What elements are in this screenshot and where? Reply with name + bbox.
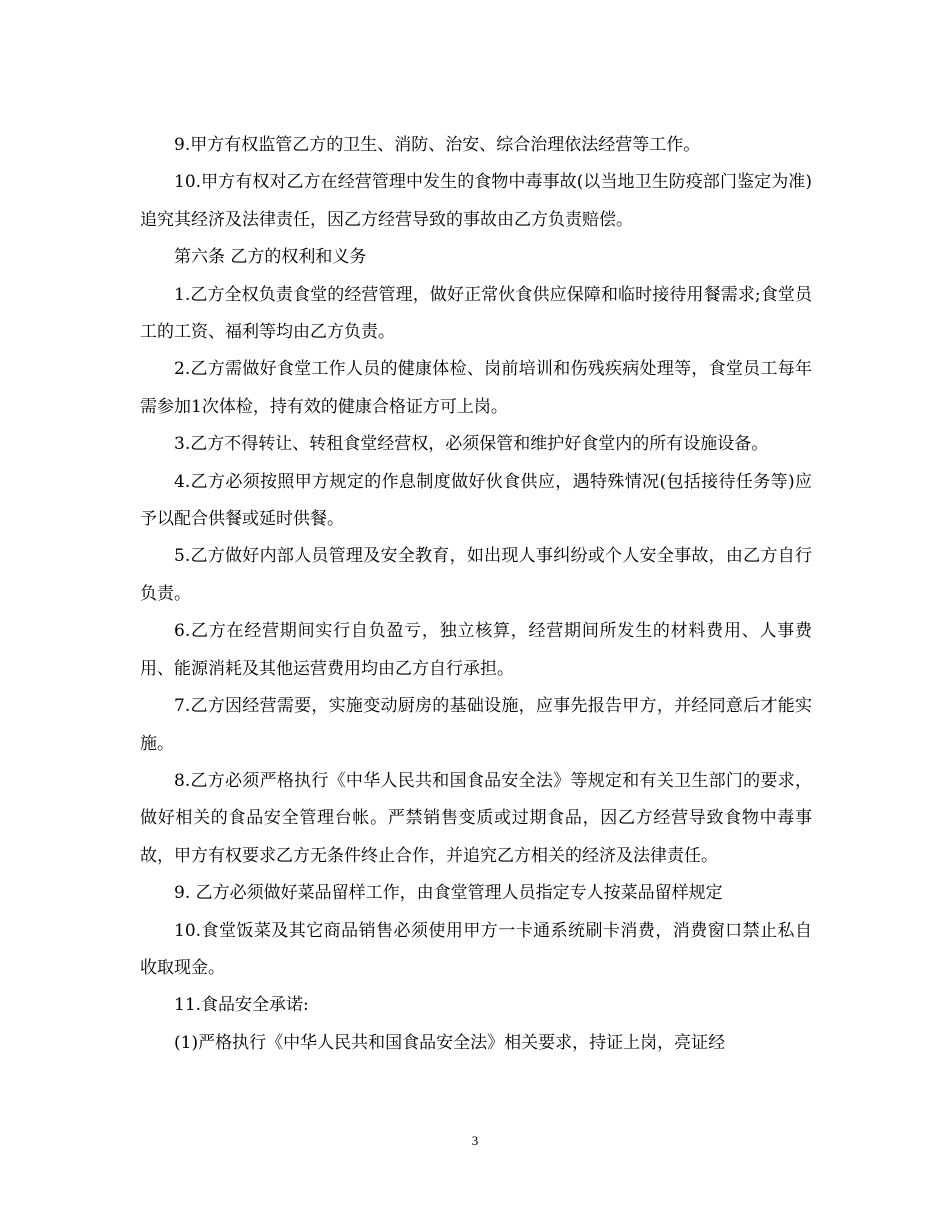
paragraph: 10.甲方有权对乙方在经营管理中发生的食物中毒事故(以当地卫生防疫部门鉴定为准)追究其经济及法律责任，因乙方经营导致的事故由乙方负责赔偿。 xyxy=(140,172,812,230)
page-number: 3 xyxy=(471,1133,479,1148)
paragraph: 6.乙方在经营期间实行自负盈亏，独立核算，经营期间所发生的材料费用、人事费用、能源消耗及其他运营费用均由乙方自行承担。 xyxy=(140,621,812,679)
paragraph: (1)严格执行《中华人民共和国食品安全法》相关要求，持证上岗，亮证经 xyxy=(174,1032,726,1053)
section-heading: 第六条 乙方的权利和义务 xyxy=(174,247,367,268)
paragraph: 1.乙方全权负责食堂的经营管理，做好正常伙食供应保障和临时接待用餐需求;食堂员工的工资、福利等均由乙方负责。 xyxy=(140,284,812,343)
paragraph: 8.乙方必须严格执行《中华人民共和国食品安全法》等规定和有关卫生部门的要求，做好相关的食品安全管理台帐。严禁销售变质或过期食品，因乙方经营导致食物中毒事故，甲方有权要求乙方无条件终止合作，并追究乙方相关的经济及法律责任。 xyxy=(140,770,812,866)
document-body xyxy=(140,127,812,1062)
paragraph: 10.食堂饭菜及其它商品销售必须使用甲方一卡通系统刷卡消费，消费窗口禁止私自收取现金。 xyxy=(140,920,812,978)
paragraph: 5.乙方做好内部人员管理及安全教育，如出现人事纠纷或个人安全事故，由乙方自行负责。 xyxy=(140,546,812,604)
paragraph: 9. 乙方必须做好菜品留样工作，由食堂管理人员指定专人按菜品留样规定 xyxy=(174,883,723,904)
paragraph: 2.乙方需做好食堂工作人员的健康体检、岗前培训和伤残疾病处理等，食堂员工每年需参加1次体检，持有效的健康合格证方可上岗。 xyxy=(140,359,812,417)
paragraph: 7.乙方因经营需要，实施变动厨房的基础设施，应事先报告甲方，并经同意后才能实施。 xyxy=(140,696,812,754)
paragraph: 11.食品安全承诺: xyxy=(174,995,309,1016)
paragraph: 3.乙方不得转让、转租食堂经营权，必须保管和维护好食堂内的所有设施设备。 xyxy=(174,434,769,455)
paragraph: 4.乙方必须按照甲方规定的作息制度做好伙食供应，遇特殊情况(包括接待任务等)应予以配合供餐或延时供餐。 xyxy=(140,471,812,530)
paragraph: 9.甲方有权监管乙方的卫生、消防、治安、综合治理依法经营等工作。 xyxy=(174,135,701,155)
